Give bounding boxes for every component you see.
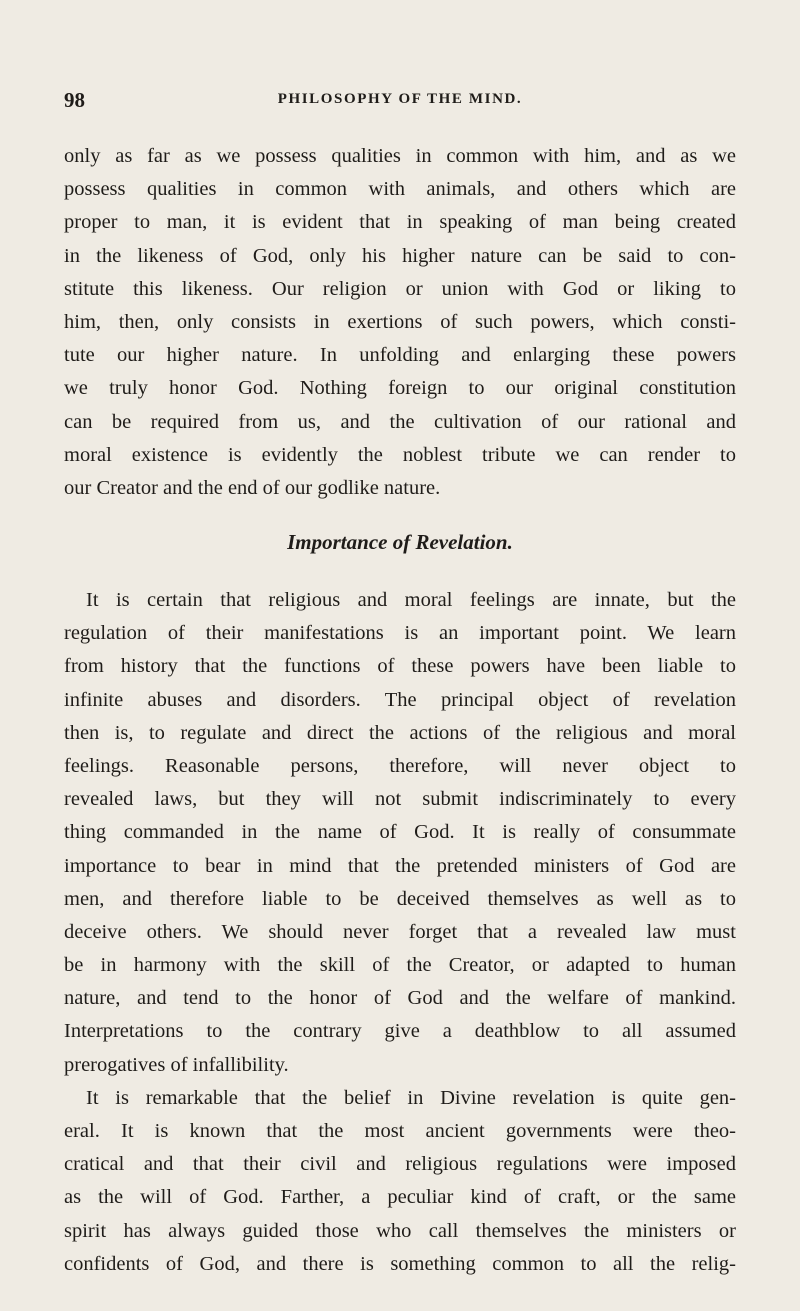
text-line: deceive others. We should never forget that a revealed law must <box>64 920 736 943</box>
text-line: stitute this likeness. Our religion or union with God or liking to <box>64 277 736 300</box>
text-line: nature, and tend to the honor of God and the welfare of mankind. <box>64 987 736 1010</box>
text-line: importance to bear in mind that the pretended ministers of God are <box>64 854 736 877</box>
paragraph-1 <box>64 140 736 505</box>
text-line: infinite abuses and disorders. The principal object of revelation <box>64 688 736 711</box>
text-line: our Creator and the end of our godlike nature. <box>64 476 441 499</box>
text-line: be in harmony with the skill of the Creator, or adapted to human <box>64 954 736 977</box>
text-line: proper to man, it is evident that in speaking of man being created <box>64 211 736 234</box>
text-line: cratical and that their civil and religious regulations were imposed <box>64 1153 736 1176</box>
text-line: revealed laws, but they will not submit indiscriminately to every <box>64 788 736 811</box>
text-line: can be required from us, and the cultivation of our rational and <box>64 410 736 433</box>
text-line: It is certain that religious and moral feelings are innate, but the <box>86 589 736 611</box>
text-line: spirit has always guided those who call themselves the ministers or <box>64 1219 736 1242</box>
paragraph-2-3 <box>64 584 736 1281</box>
running-title: PHILOSOPHY OF THE MIND. <box>277 91 523 107</box>
section-heading: Importance of Revelation. <box>287 530 513 554</box>
text-line: men, and therefore liable to be deceived themselves as well as to <box>64 887 736 910</box>
text-line: feelings. Reasonable persons, therefore, will never object to <box>64 754 736 777</box>
text-line: in the likeness of God, only his higher nature can be said to con- <box>64 244 736 267</box>
text-line: as the will of God. Farther, a peculiar kind of craft, or the same <box>64 1186 736 1209</box>
text-line: It is remarkable that the belief in Divine revelation is quite gen- <box>86 1086 736 1109</box>
text-line: prerogatives of infallibility. <box>64 1053 289 1076</box>
text-line: tute our higher nature. In unfolding and enlarging these powers <box>64 344 736 367</box>
text-line: we truly honor God. Nothing foreign to our original constitution <box>64 377 736 400</box>
text-line: from history that the functions of these powers have been liable to <box>64 655 736 678</box>
text-line: then is, to regulate and direct the actions of the religious and moral <box>64 721 736 744</box>
text-line: only as far as we possess qualities in common with him, and as we <box>64 145 736 167</box>
page-number: 98 <box>64 88 85 112</box>
text-line: confidents of God, and there is something common to all the relig- <box>64 1252 736 1275</box>
text-line: moral existence is evidently the noblest tribute we can render to <box>64 443 736 466</box>
text-line: possess qualities in common with animals, and others which are <box>64 178 736 201</box>
text-line: him, then, only consists in exertions of such powers, which consti- <box>64 310 736 333</box>
text-line: thing commanded in the name of God. It is really of consummate <box>64 821 736 844</box>
text-line: Interpretations to the contrary give a deathblow to all assumed <box>64 1020 736 1043</box>
text-line: regulation of their manifestations is an important point. We learn <box>64 622 736 645</box>
text-line: eral. It is known that the most ancient governments were theo- <box>64 1120 736 1142</box>
